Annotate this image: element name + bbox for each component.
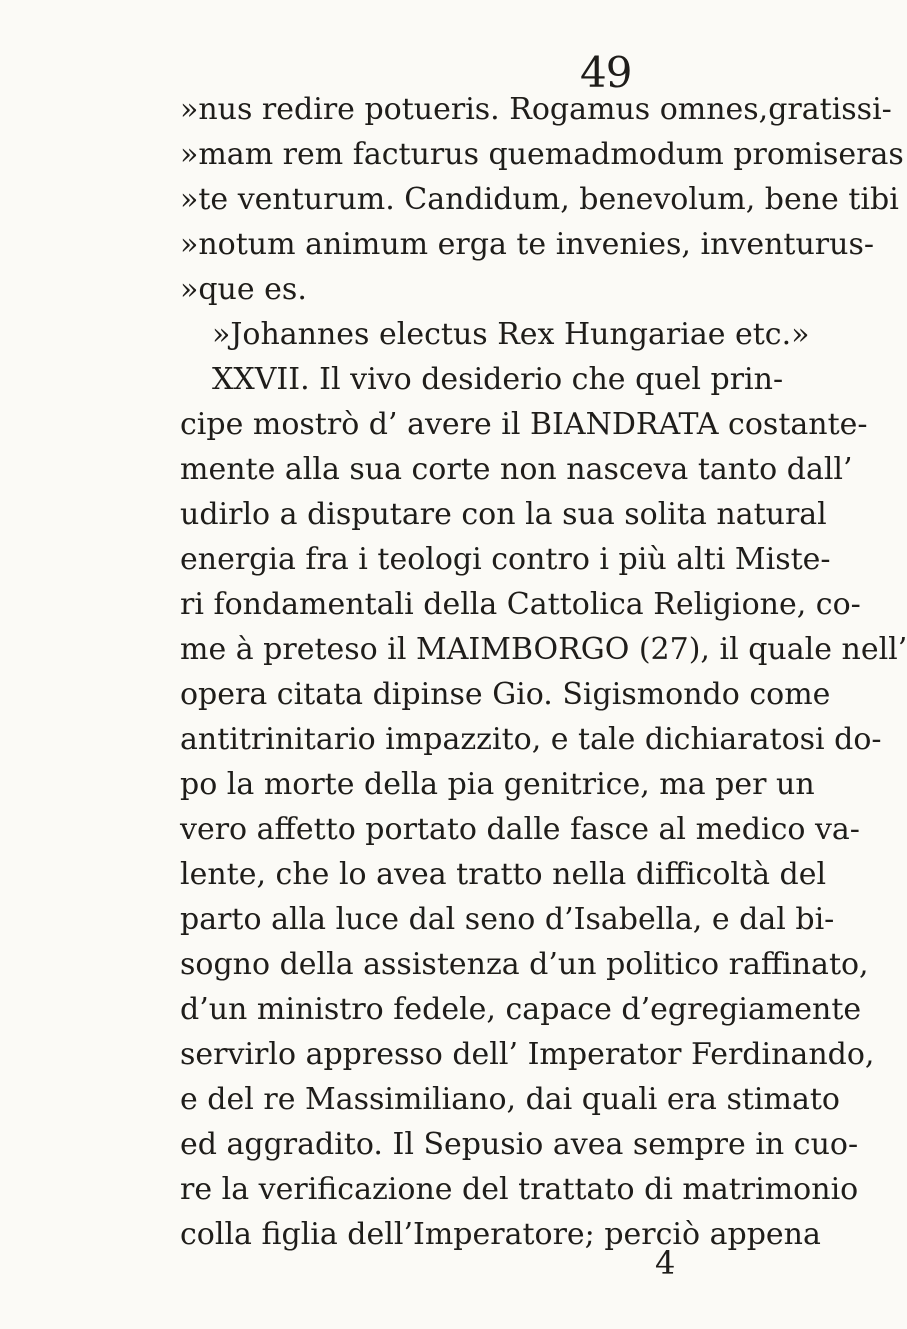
text-line: ed aggradito. Il Sepusio avea sempre in cuo- [180,1127,859,1162]
signature-mark: 4 [655,1244,676,1282]
text-line: ri fondamentali della Cattolica Religione, co- [180,587,861,622]
text-line: »mam rem facturus quemadmodum promiseras [180,137,904,172]
text-line: »te venturum. Candidum, benevolum, bene tibi [180,182,899,217]
text-line: »nus redire potueris. Rogamus omnes,gratissi- [180,92,892,127]
text-line: opera citata dipinse Gio. Sigismondo come [180,677,831,712]
text-line: »que es. [180,272,307,307]
text-line: e del re Massimiliano, dai quali era stimato [180,1082,840,1117]
text-line: po la morte della pia genitrice, ma per un [180,767,815,802]
text-line: antitrinitario impazzito, e tale dichiaratosi do- [180,722,882,757]
text-line: servirlo appresso dell’ Imperator Ferdinando, [180,1037,875,1072]
text-line: energia fra i teologi contro i più alti Miste- [180,542,831,577]
page-number: 49 [580,48,632,97]
text-line: colla figlia dell’Imperatore; perciò appena [180,1217,821,1252]
text-line: re la verificazione del trattato di matrimonio [180,1172,859,1207]
text-line: vero affetto portato dalle fasce al medico va- [180,812,860,847]
text-line: me à preteso il MAIMBORGO (27), il quale nell’ [180,632,907,667]
text-line: cipe mostrò d’ avere il BIANDRATA costante- [180,407,868,442]
text-line: »Johannes electus Rex Hungariae etc.» [212,317,810,352]
text-line: udirlo a disputare con la sua solita natural [180,497,827,532]
text-line: lente, che lo avea tratto nella difficoltà del [180,857,827,892]
text-line: XXVII. Il vivo desiderio che quel prin- [212,362,784,397]
text-line: mente alla sua corte non nasceva tanto dall’ [180,452,853,487]
text-line: »notum animum erga te invenies, inventurus- [180,227,874,262]
text-line: sogno della assistenza d’un politico raffinato, [180,947,869,982]
text-line: parto alla luce dal seno d’Isabella, e dal bi- [180,902,835,937]
text-line: d’un ministro fedele, capace d’egregiamente [180,992,862,1027]
